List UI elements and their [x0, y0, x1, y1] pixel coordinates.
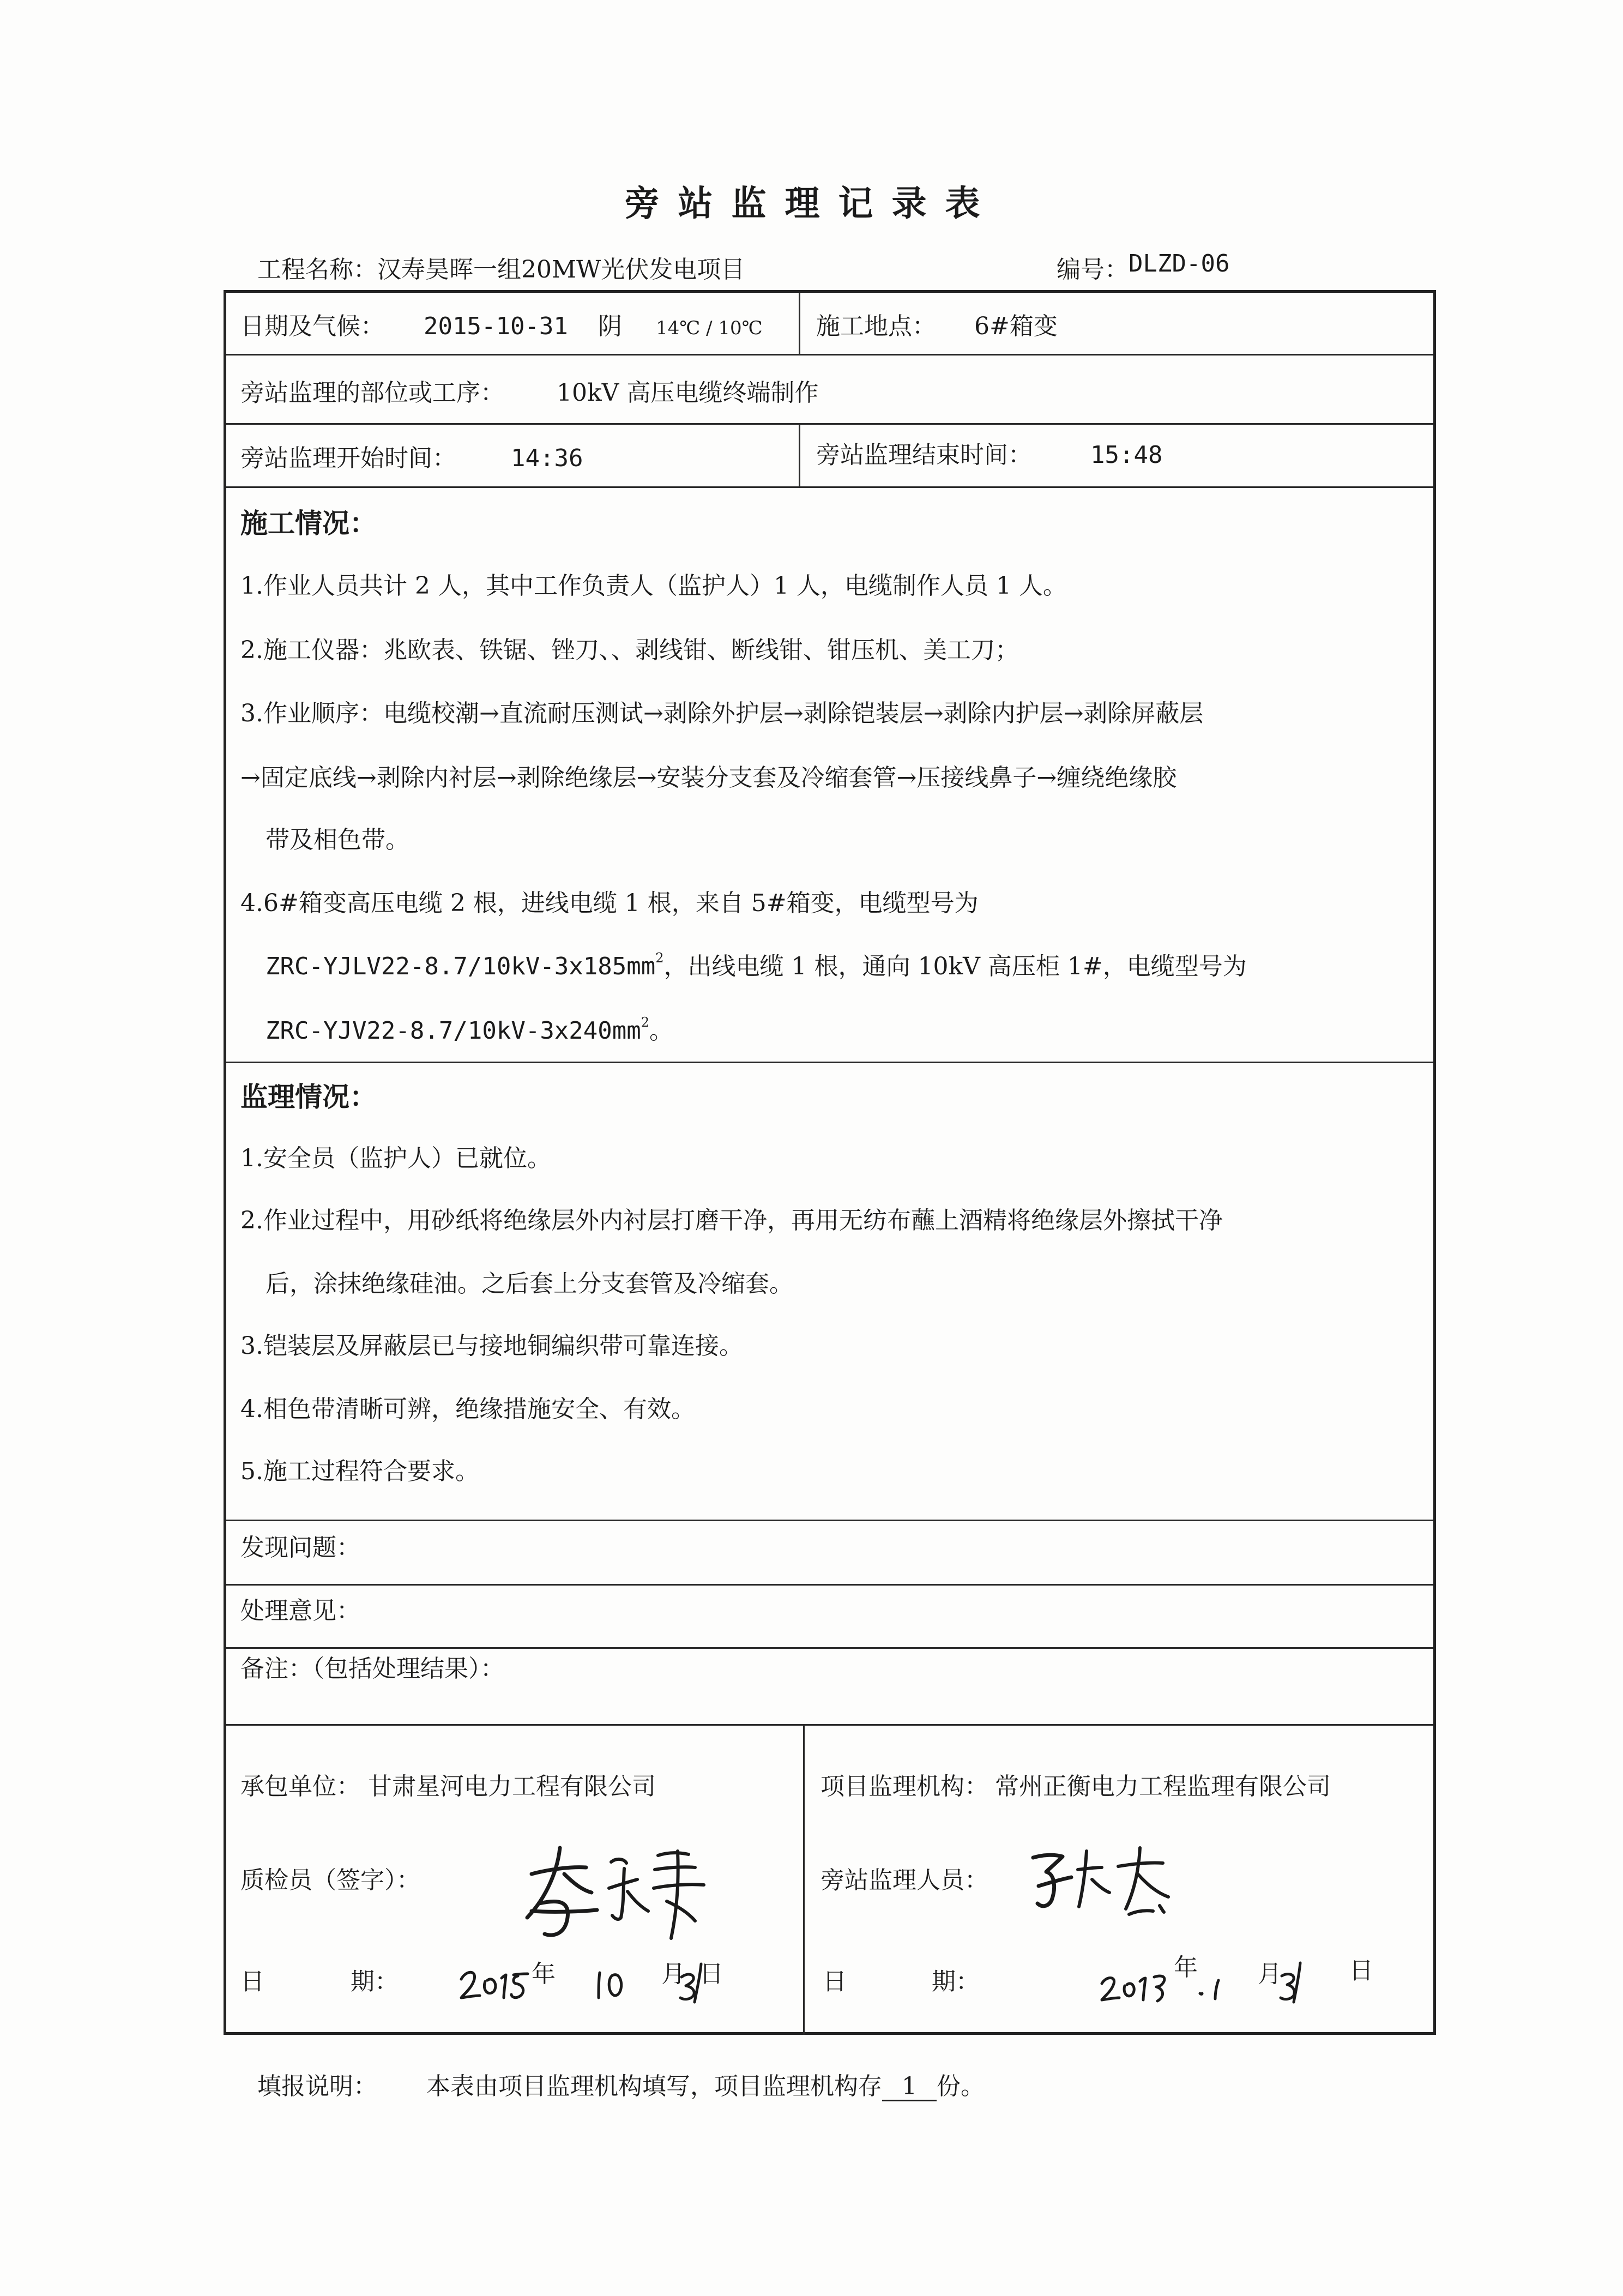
supervision-line: 5.施工过程符合要求。: [240, 1457, 479, 1485]
divider: [226, 423, 1433, 425]
copies-unit: 份。: [937, 2072, 985, 2100]
page-title: 旁站监理记录表: [624, 183, 999, 224]
date-weather-label: 日期及气候：: [240, 312, 384, 340]
year-unit: 年: [532, 1960, 556, 1988]
cable-in-model: ZRC-YJLV22-8.7/10kV-3x185mm: [266, 953, 656, 980]
divider: [226, 1724, 1433, 1726]
copies-count: 1: [882, 2074, 937, 2101]
supervisor-label: 旁站监理人员：: [820, 1866, 988, 1894]
inspector-signature: [515, 1836, 722, 1945]
month-unit: 月: [661, 1960, 685, 1988]
date-value: 2015-10-31: [424, 312, 568, 340]
footer-text: 本表由项目监理机构填写，项目监理机构存: [426, 2072, 882, 2100]
site-label: 施工地点：: [816, 312, 936, 340]
day-unit: 日: [1349, 1957, 1373, 1985]
divider: [226, 1062, 1433, 1063]
divider: [226, 1520, 1433, 1521]
footer-note: [426, 2066, 985, 2101]
year-unit: 年: [1174, 1954, 1198, 1981]
inspector-label: 质检员（签字）：: [240, 1866, 420, 1894]
divider: [226, 354, 1433, 355]
date-label-period: 期：: [351, 1968, 399, 1996]
supervision-org-label: 项目监理机构：: [820, 1773, 988, 1800]
construction-heading: 施工情况：: [240, 507, 377, 539]
superscript: 2: [655, 950, 664, 966]
cable-out-line: [266, 1016, 673, 1043]
cable-out-model: ZRC-YJV22-8.7/10kV-3x240mm: [266, 1017, 641, 1045]
date-label-period: 期：: [932, 1968, 980, 1996]
superscript: 2: [641, 1015, 650, 1030]
supervision-heading: 监理情况：: [240, 1081, 377, 1113]
construction-line: 带及相色带。: [266, 826, 409, 854]
weather-value: 阴: [598, 312, 622, 340]
project-name-label: 工程名称：: [257, 256, 377, 284]
start-time-label: 旁站监理开始时间：: [240, 444, 456, 472]
date-label-day: 日: [240, 1968, 264, 1996]
divider: [226, 1647, 1433, 1649]
construction-line: 4.6#箱变高压电缆 2 根，进线电缆 1 根，来自 5#箱变，电缆型号为: [240, 889, 979, 917]
supervision-org-name: 常州正衡电力工程监理有限公司: [995, 1773, 1331, 1800]
contractor-name: 甘肃星河电力工程有限公司: [368, 1773, 656, 1800]
supervision-line: 4.相色带清晰可辨，绝缘措施安全、有效。: [240, 1395, 695, 1423]
end-time-value: 15:48: [1090, 441, 1163, 469]
supervisor-date: [1099, 1948, 1360, 2008]
divider: [226, 1584, 1433, 1586]
record-form: [224, 290, 1436, 2035]
supervision-line: 2.作业过程中，用砂纸将绝缘层外内衬层打磨干净，再用无纺布蘸上酒精将绝缘层外擦拭干净: [240, 1207, 1223, 1234]
divider: [226, 486, 1433, 488]
cable-in-line: [266, 951, 1247, 979]
end-time-label: 旁站监理结束时间：: [816, 441, 1032, 469]
supervision-line: 3.铠装层及屏蔽层已与接地铜编织带可靠连接。: [240, 1332, 743, 1360]
month-unit: 月: [1258, 1960, 1282, 1988]
project-name: 汉寿昊晖一组20MW光伏发电项目: [377, 256, 745, 284]
construction-line: 1.作业人员共计 2 人，其中工作负责人（监护人）1 人，电缆制作人员 1 人。: [240, 572, 1067, 600]
day-unit: 日: [699, 1960, 723, 1988]
site-value: 6#箱变: [974, 312, 1058, 340]
divider: [803, 1724, 805, 2035]
supervision-line: 后，涂抹绝缘硅油。之后套上分支套管及冷缩套。: [266, 1270, 793, 1298]
form-number-label: 编号：: [1057, 256, 1129, 284]
divider: [799, 423, 800, 488]
supervision-line: 1.安全员（监护人）已就位。: [240, 1144, 551, 1172]
form-number: DLZD-06: [1129, 250, 1230, 278]
supervised-part-value: 10kV 高压电缆终端制作: [557, 379, 819, 407]
cable-out-tail: 。: [649, 1017, 674, 1045]
cable-in-tail: ，出线电缆 1 根，通向 10kV 高压柜 1#，电缆型号为: [663, 953, 1247, 980]
temperature-value: 14℃ / 10℃: [656, 317, 763, 339]
construction-line: 3.作业顺序：电缆校潮→直流耐压测试→剥除外护层→剥除铠装层→剥除内护层→剥除屏蔽层: [240, 700, 1204, 727]
remarks-label: 备注：（包括处理结果）：: [240, 1655, 504, 1683]
date-label-day: 日: [823, 1968, 847, 1996]
footer-label: 填报说明：: [257, 2072, 377, 2100]
construction-line: →固定底线→剥除内衬层→剥除绝缘层→安装分支套及冷缩套管→压接线鼻子→缠绕绝缘胶: [240, 764, 1177, 792]
contractor-label: 承包单位：: [240, 1773, 360, 1800]
construction-line: 2.施工仪器：兆欧表、铁锯、锉刀、、剥线钳、断线钳、钳压机、美工刀；: [240, 636, 1019, 664]
supervisor-signature: [1022, 1836, 1186, 1923]
opinion-label: 处理意见：: [240, 1597, 360, 1625]
supervised-part-label: 旁站监理的部位或工序：: [240, 379, 504, 407]
start-time-value: 14:36: [511, 444, 583, 472]
issues-label: 发现问题：: [240, 1534, 360, 1562]
divider: [799, 293, 800, 355]
